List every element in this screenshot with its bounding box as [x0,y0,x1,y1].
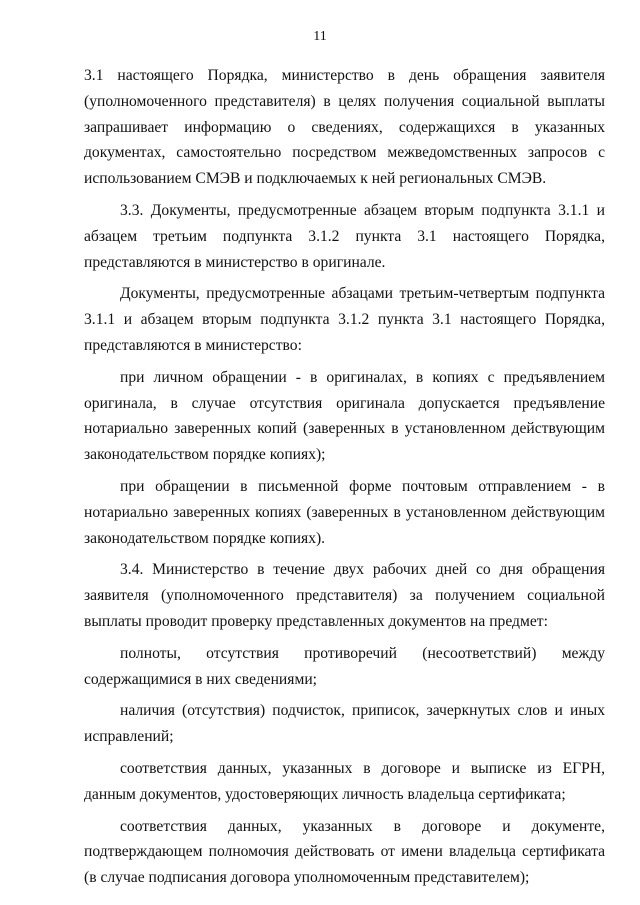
paragraph-corrections-check: наличия (отсутствия) подчисток, приписок, зачеркнутых слов и иных исправлений; [84,702,605,746]
paragraph-egrn-check: соответствия данных, указанных в договоре и выписке из ЕГРН, данным документов, удостоверяющих личность владельца сертификата; [84,759,605,803]
page-number: 11 [313,29,327,44]
paragraph-completeness-check: полноты, отсутствия противоречий (несоответствий) между содержащимися в них сведениями; [84,644,605,688]
paragraph-postal-submission: при обращении в письменной форме почтовым отправлением - в нотариально заверенных копиях (заверенных в установленном действующим законодательством порядке копиях). [84,477,605,547]
paragraph-3-3: 3.3. Документы, предусмотренные абзацем вторым подпункта 3.1.1 и абзацем третьим подпункта 3.1.2 пункта 3.1 настоящего Порядка, представляются в министерство в оригинале. [84,201,605,271]
paragraph-documents-list: Документы, предусмотренные абзацами третьим-четвертым подпункта 3.1.1 и абзацем вторым подпункта 3.1.2 пункта 3.1 настоящего Порядка, представляются в министерство: [84,285,605,354]
paragraph-3-4: 3.4. Министерство в течение двух рабочих дней со дня обращения заявителя (уполномоченного представителя) за получением социальной выплаты проводит проверку представленных документов на предмет: [84,561,605,630]
document-body [84,63,605,897]
paragraph-authority-check: соответствия данных, указанных в договоре и документе, подтверждающем полномочия действовать от имени владельца сертификата (в случае подписания договора уполномоченным представителем); [84,817,605,887]
paragraph-continuation-3-2: 3.1 настоящего Порядка, министерство в день обращения заявителя (уполномоченного представителя) в целях получения социальной выплаты запрашивает информацию о сведениях, содержащихся в указанных документах, самостоятельно посредством межведомственных запросов с использованием СМЭВ и подключаемых к ней региональных СМЭВ. [84,67,605,188]
paragraph-personal-submission: при личном обращении - в оригиналах, в копиях с предъявлением оригинала, в случае отсутствия оригинала допускается предъявление нотариально заверенных копий (заверенных в установленном действующим законодательством порядке копиях); [84,368,605,464]
